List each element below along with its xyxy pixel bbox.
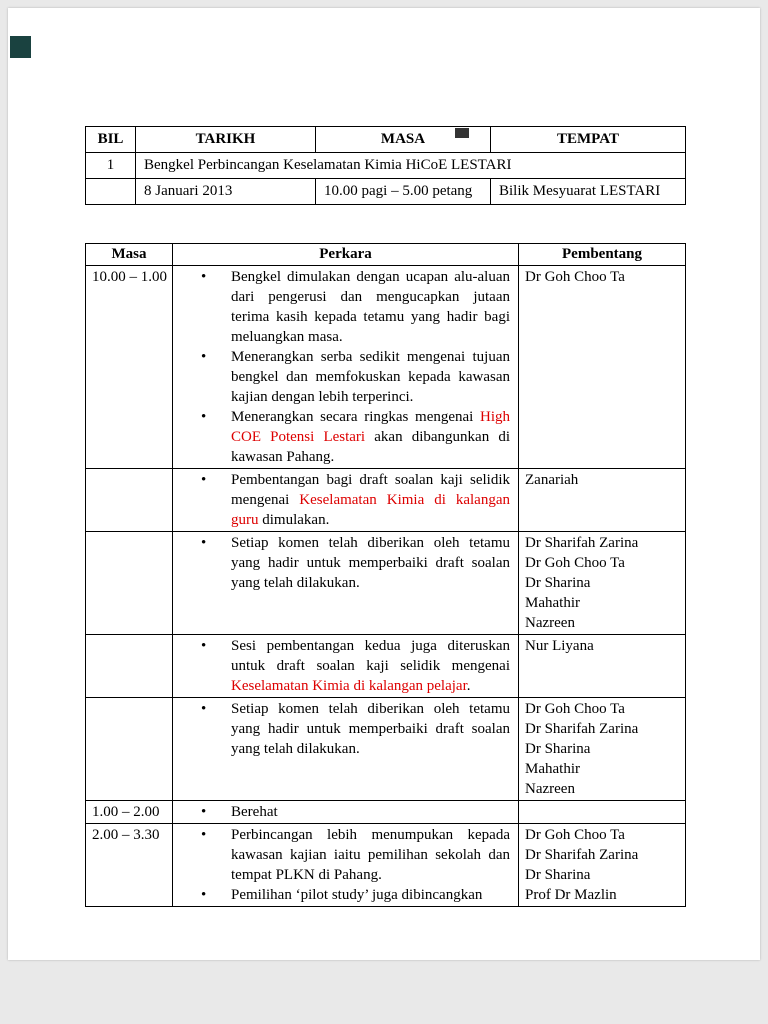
bullet-text: Setiap komen telah diberikan oleh tetamu yang hadir untuk memperbaiki draft soalan yang telah dilakukan.: [231, 701, 510, 757]
masa-cell: 10.00 – 1.00: [86, 266, 173, 469]
pembentang-cell: [519, 635, 686, 698]
bullet-text: Bengkel dimulakan dengan ucapan alu-aluan dari pengerusi dan mengucapkan jutaan terima kasih kepada tetamu yang hadir bagi meluangkan masa.: [231, 269, 510, 345]
bullet-text: Setiap komen telah diberikan oleh tetamu yang hadir untuk memperbaiki draft soalan yang telah dilakukan.: [231, 535, 510, 591]
pembentang-cell: [519, 532, 686, 635]
info-table: [85, 126, 686, 205]
bullet-item: [199, 636, 518, 696]
masa-cell: [86, 469, 173, 532]
date-cell: 8 Januari 2013: [136, 179, 316, 205]
masa-cell: 2.00 – 3.30: [86, 824, 173, 907]
bullet-dot-icon: •: [201, 701, 207, 717]
header-perkara: Perkara: [173, 244, 519, 266]
highlighted-text: Keselamatan Kimia di kalangan guru: [231, 492, 510, 528]
presenter-name: Dr Goh Choo Ta: [525, 269, 625, 285]
header-pembentang: Pembentang: [519, 244, 686, 266]
bullet-dot-icon: •: [201, 887, 207, 903]
bullet-text: Berehat: [231, 804, 278, 820]
perkara-cell: [173, 801, 519, 824]
presenter-name: Zanariah: [525, 472, 579, 488]
presenter-name: Dr Sharina: [525, 575, 591, 591]
bullet-text: Menerangkan serba sedikit mengenai tujuan bengkel dan memfokuskan kepada kawasan kajian dengan lebih terperinci.: [231, 349, 510, 405]
pembentang-cell: [519, 801, 686, 824]
highlighted-text: High COE Potensi Lestari: [231, 409, 510, 445]
header-tarikh: TARIKH: [136, 127, 316, 153]
bullet-item: [199, 802, 518, 822]
bullet-text: Pembentangan bagi draft soalan kaji selidik mengenai Keselamatan Kimia di kalangan guru dimulakan.: [231, 472, 510, 528]
info-header-row: [86, 127, 686, 153]
presenter-name: Dr Sharifah Zarina: [525, 535, 639, 551]
bullet-item: [199, 347, 518, 407]
bullet-item: [199, 699, 518, 759]
presenter-name: Nazreen: [525, 781, 575, 797]
bullet-dot-icon: •: [201, 472, 207, 488]
agenda-table: [85, 243, 686, 907]
presenter-name: Mahathir: [525, 761, 580, 777]
info-title-row: [86, 153, 686, 179]
presenter-name: Dr Sharifah Zarina: [525, 721, 639, 737]
document-content: [85, 126, 685, 907]
pembentang-cell: [519, 469, 686, 532]
presenter-name: Dr Goh Choo Ta: [525, 701, 625, 717]
presenter-name: Prof Dr Mazlin: [525, 887, 617, 903]
table-row: [86, 532, 686, 635]
header-tempat: TEMPAT: [491, 127, 686, 153]
bullet-text: Sesi pembentangan kedua juga diteruskan untuk draft soalan kaji selidik mengenai Keselamatan Kimia di kalangan pelajar.: [231, 638, 510, 694]
header-bil: BIL: [86, 127, 136, 153]
highlighted-text: Keselamatan Kimia di kalangan pelajar: [231, 678, 467, 694]
venue-cell: Bilik Mesyuarat LESTARI: [491, 179, 686, 205]
presenter-name: Dr Sharina: [525, 867, 591, 883]
bullet-item: [199, 533, 518, 593]
bullet-dot-icon: •: [201, 269, 207, 285]
bullet-dot-icon: •: [201, 638, 207, 654]
bil-cell: [86, 179, 136, 205]
table-row: [86, 698, 686, 801]
document-page: [8, 8, 760, 960]
bullet-text: Pemilihan ‘pilot study’ juga dibincangkan: [231, 887, 483, 903]
bullet-item: [199, 267, 518, 347]
bullet-text: Perbincangan lebih menumpukan kepada kawasan kajian iaitu pemilihan sekolah dan tempat PLKN di Pahang.: [231, 827, 510, 883]
pembentang-cell: [519, 698, 686, 801]
presenter-name: Mahathir: [525, 595, 580, 611]
presenter-name: Dr Goh Choo Ta: [525, 827, 625, 843]
table-row: [86, 801, 686, 824]
presenter-name: Dr Sharina: [525, 741, 591, 757]
bullet-dot-icon: •: [201, 827, 207, 843]
presenter-name: Dr Sharifah Zarina: [525, 847, 639, 863]
perkara-cell: [173, 824, 519, 907]
table-row: [86, 824, 686, 907]
bullet-item: [199, 885, 518, 905]
bullet-text: Menerangkan secara ringkas mengenai High COE Potensi Lestari akan dibangunkan di kawasan Pahang.: [231, 409, 510, 465]
bil-cell: 1: [86, 153, 136, 179]
masa-cell: [86, 635, 173, 698]
bullet-dot-icon: •: [201, 804, 207, 820]
table-row: [86, 635, 686, 698]
masa-cell: [86, 532, 173, 635]
perkara-cell: [173, 698, 519, 801]
table-row: [86, 469, 686, 532]
bullet-item: [199, 407, 518, 467]
time-cell: 10.00 pagi – 5.00 petang: [316, 179, 491, 205]
masa-cell: 1.00 – 2.00: [86, 801, 173, 824]
header-masa: Masa: [86, 244, 173, 266]
bullet-item: [199, 470, 518, 530]
masa-cell: [86, 698, 173, 801]
perkara-cell: [173, 532, 519, 635]
presenter-name: Nazreen: [525, 615, 575, 631]
bullet-item: [199, 825, 518, 885]
corner-mark-icon: [10, 36, 31, 58]
perkara-cell: [173, 266, 519, 469]
perkara-cell: [173, 635, 519, 698]
presenter-name: Dr Goh Choo Ta: [525, 555, 625, 571]
agenda-header-row: [86, 244, 686, 266]
bullet-dot-icon: •: [201, 535, 207, 551]
pembentang-cell: [519, 824, 686, 907]
bullet-dot-icon: •: [201, 409, 207, 425]
workshop-title-cell: Bengkel Perbincangan Keselamatan Kimia HiCoE LESTARI: [136, 153, 686, 179]
table-row: [86, 266, 686, 469]
perkara-cell: [173, 469, 519, 532]
presenter-name: Nur Liyana: [525, 638, 594, 654]
header-masa: MASA: [316, 127, 491, 153]
pembentang-cell: [519, 266, 686, 469]
bullet-dot-icon: •: [201, 349, 207, 365]
info-detail-row: [86, 179, 686, 205]
